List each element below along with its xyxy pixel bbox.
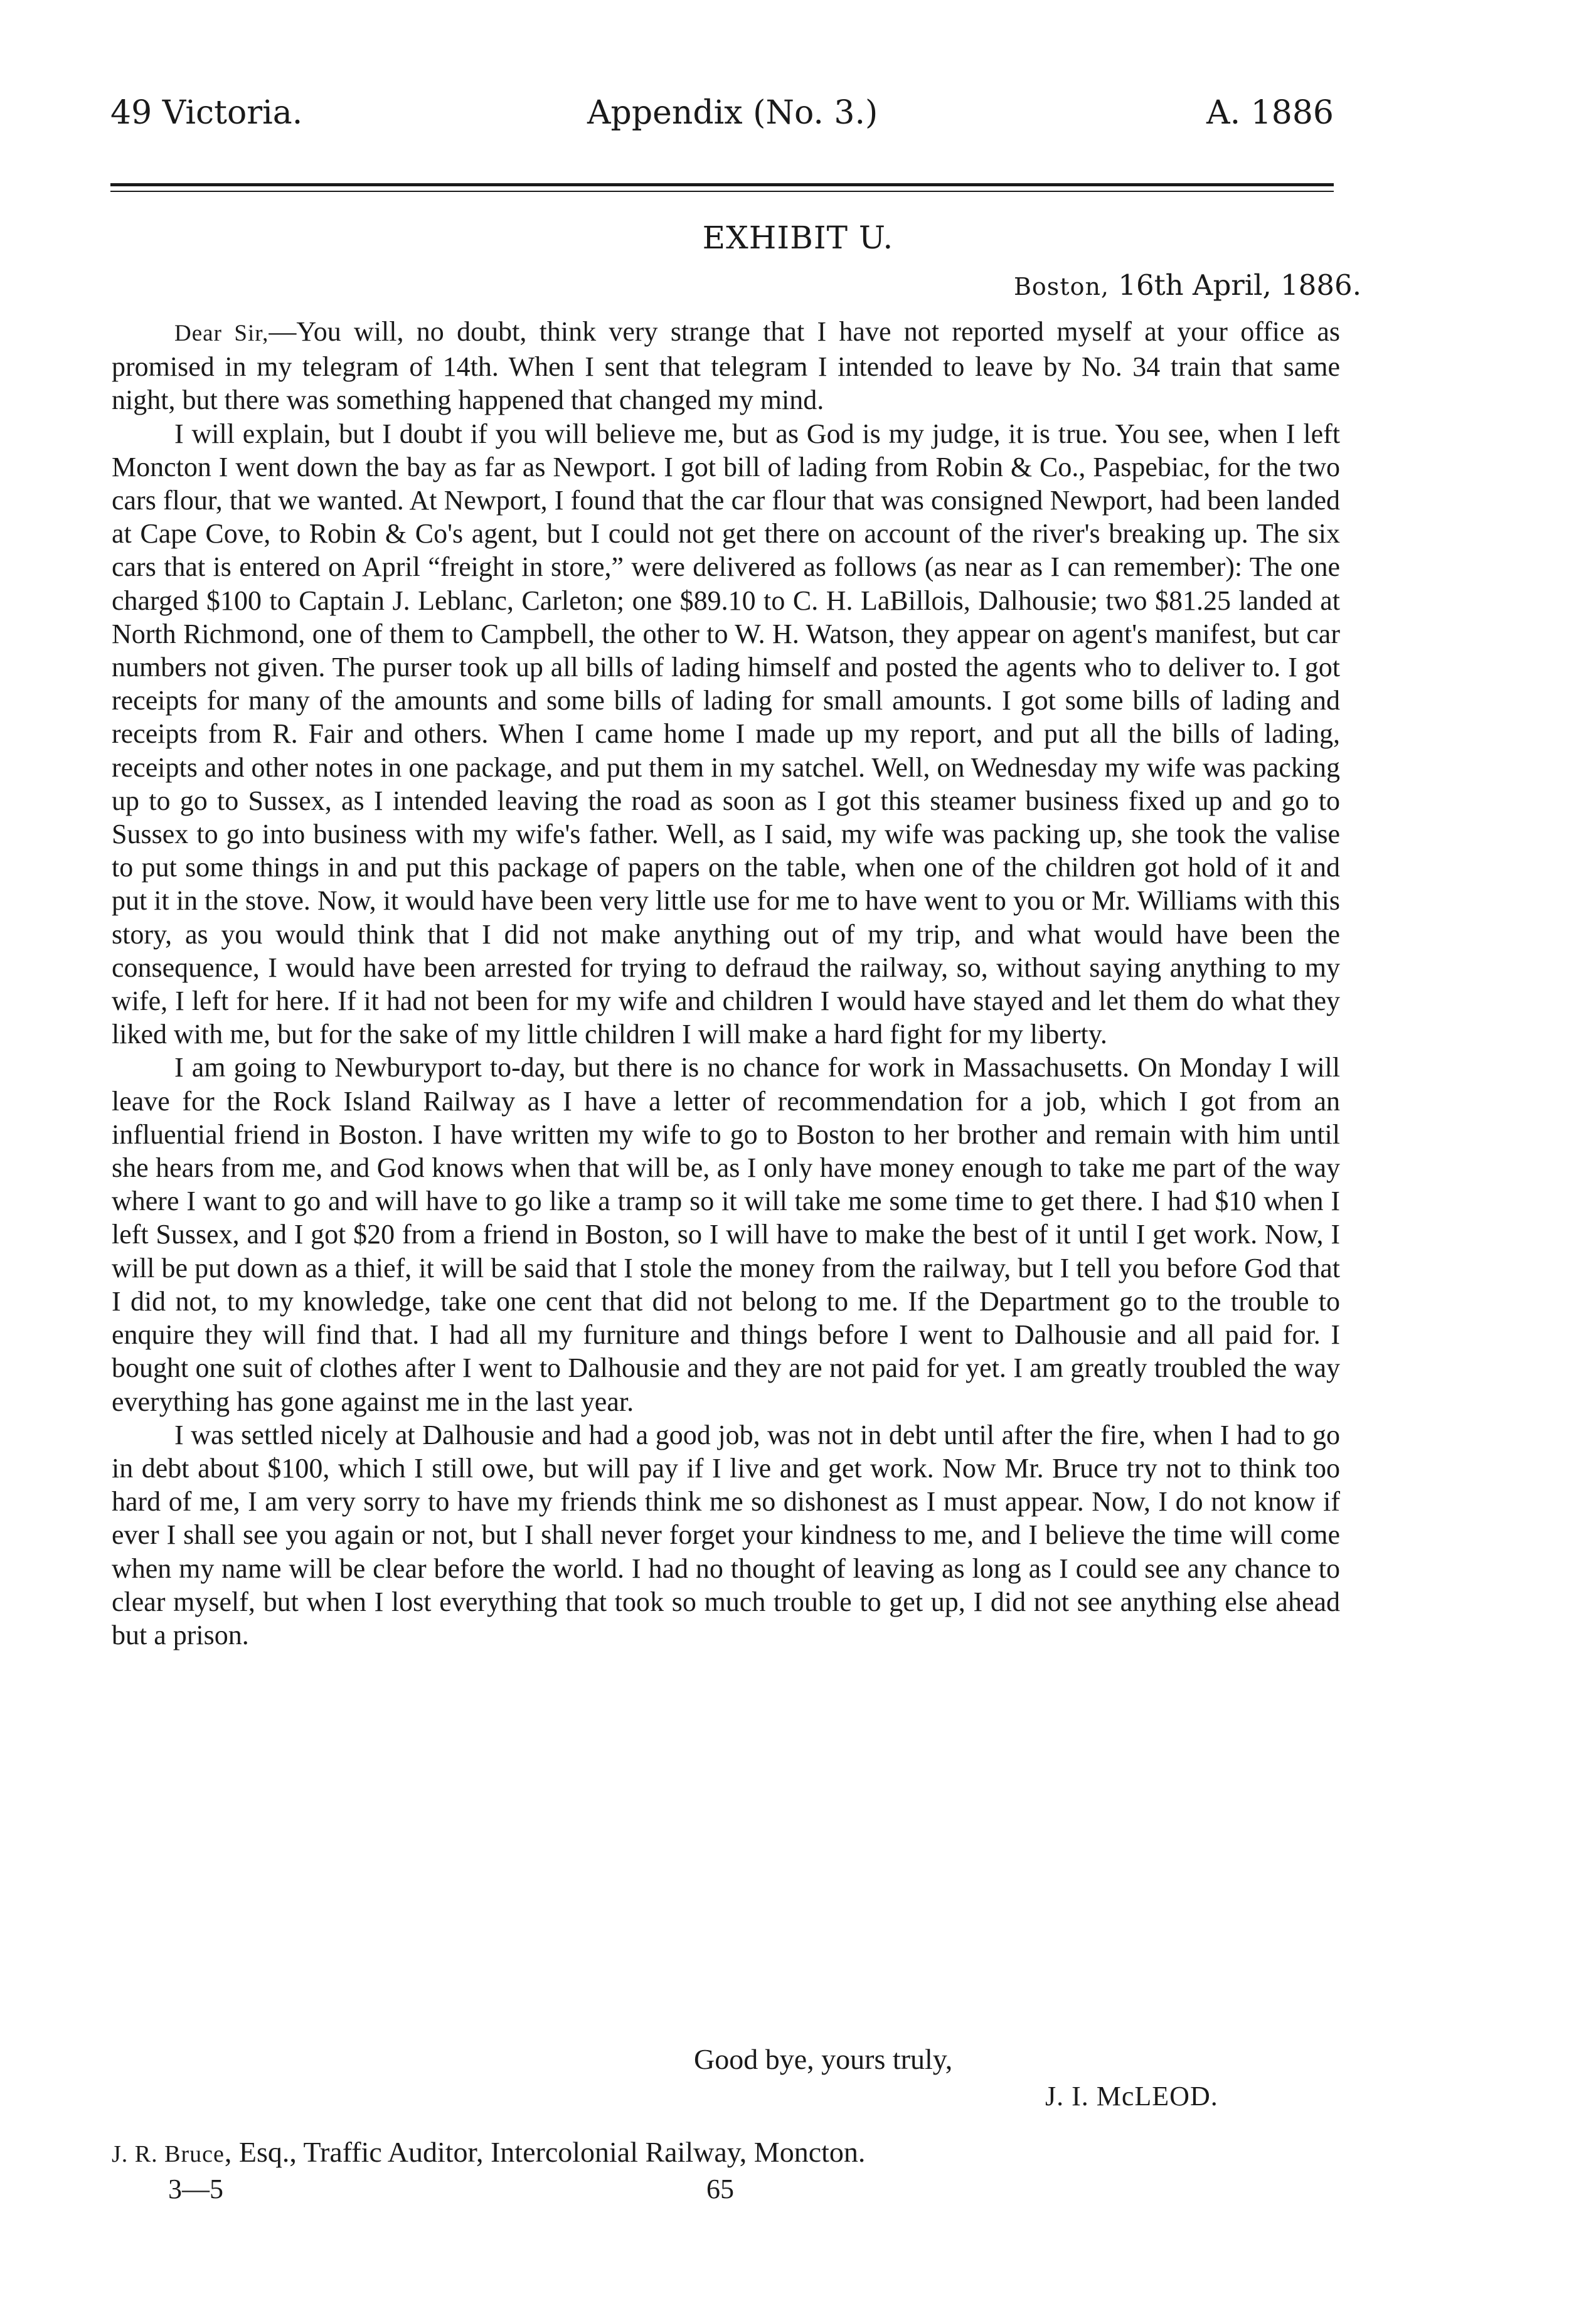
exhibit-title: EXHIBIT U. <box>702 220 894 256</box>
letter-body <box>112 315 1340 1652</box>
header-year: A. 1886 <box>1206 94 1334 132</box>
page-number: 65 <box>706 2174 734 2204</box>
dateline-place: Boston, <box>1014 273 1110 300</box>
addressee-title: , Esq., Traffic Auditor, Intercolonial Railway, Moncton. <box>224 2136 866 2168</box>
letter-dateline <box>1014 268 1361 302</box>
header-rule-thick <box>110 183 1334 186</box>
paragraph-text: —You will, no doubt, think very strange that I have not reported myself at your office as promised in my telegram of 14th. When I sent that telegram I intended to leave by No. 34 train that same night, but there was something happened that changed my mind. <box>112 316 1340 416</box>
letter-closing: Good bye, yours truly, <box>694 2043 953 2075</box>
dateline-date: 16th April, 1886. <box>1118 268 1361 302</box>
letter-paragraph-4: I was settled nicely at Dalhousie and had a good job, was not in debt until after the fire, when I had to go in debt about $100, which I still owe, but will pay if I live and get work. Now Mr. Bruce try not to think too hard of me, I am very sorry to have my friends think me so dishonest as I must appear. Now, I do not know if ever I shall see you again or not, but I shall never forget your kindness to me, and I believe the time will come when my name will be clear before the world. I had no thought of leaving as long as I could see any chance to clear myself, but when I lost everything that took so much trouble to get up, I did not see anything else ahead but a prison. <box>112 1419 1340 1650</box>
addressee-name: J. R. Bruce <box>112 2141 225 2167</box>
letter-paragraph-1 <box>112 315 1340 417</box>
header-rule-thin <box>110 191 1334 192</box>
header-appendix: Appendix (No. 3.) <box>587 94 878 132</box>
letter-paragraph-3: I am going to Newburyport to-day, but there is no chance for work in Massachusetts. On Monday I will leave for the Rock Island Railway as I have a letter of recommendation for a job, which I got from an influential friend in Boston. I have written my wife to go to Boston to her brother and remain with him until she hears from me, and God knows when that will be, as I only have money enough to take me part of the way where I want to go and will have to go like a tramp so it will take me some time to get there. I had $10 when I left Sussex, and I got $20 from a friend in Boston, so I will have to make the best of it until I get work. Now, I will be put down as a thief, it will be said that I stole the money from the railway, but I tell you before God that I did not, to my knowledge, take one cent that did not belong to me. If the Department go to the trouble to enquire they will find that. I had all my furniture and things before I went to Dalhousie and all paid for. I bought one suit of clothes after I went to Dalhousie and they are not paid for yet. I am greatly troubled the way everything has gone against me in the last year. <box>112 1052 1340 1417</box>
signature-mark: 3—5 <box>168 2174 223 2204</box>
salutation: Dear Sir, <box>174 321 269 346</box>
running-header <box>110 94 1334 151</box>
letter-paragraph-2: I will explain, but I doubt if you will believe me, but as God is my judge, it is true. You see, when I left Moncton I went down the bay as far as Newport. I got bill of lading from Robin & Co., Paspebiac, for the two cars flour, that we wanted. At Newport, I found that the car flour that was consigned Newport, had been landed at Cape Cove, to Robin & Co's agent, but I could not get there on account of the river's breaking up. The six cars that is entered on April “freight in store,” were delivered as follows (as near as I can remember): The one charged $100 to Captain J. Leblanc, Carleton; one $89.10 to C. H. LaBillois, Dalhousie; two $81.25 landed at North Richmond, one of them to Campbell, the other to W. H. Watson, they appear on agent's manifest, but car numbers not given. The purser took up all bills of lading himself and posted the agents who to deliver to. I got receipts for many of the amounts and some bills of lading for small amounts. I got some bills of lading and receipts from R. Fair and others. When I came home I made up my report, and put all the bills of lading, receipts and other notes in one package, and put them in my satchel. Well, on Wednesday my wife was packing up to go to Sussex, as I intended leaving the road as soon as I got this steamer business fixed up and go to Sussex to go into business with my wife's father. Well, as I said, my wife was packing up, she took the valise to put some things in and put this package of papers on the table, when one of the children got hold of it and put it in the stove. Now, it would have been very little use for me to have went to you or Mr. Williams with this story, as you would think that I did not make anything out of my trip, and what would have been the consequence, I would have been arrested for trying to defraud the railway, so, without saying anything to my wife, I left for here. If it had not been for my wife and children I would have stayed and let them do what they liked with me, but for the sake of my little children I will make a hard fight for my liberty. <box>112 418 1340 1050</box>
addressee-line <box>112 2135 865 2169</box>
header-session: 49 Victoria. <box>110 94 303 132</box>
letter-signature: J. I. McLEOD. <box>1045 2081 1218 2112</box>
